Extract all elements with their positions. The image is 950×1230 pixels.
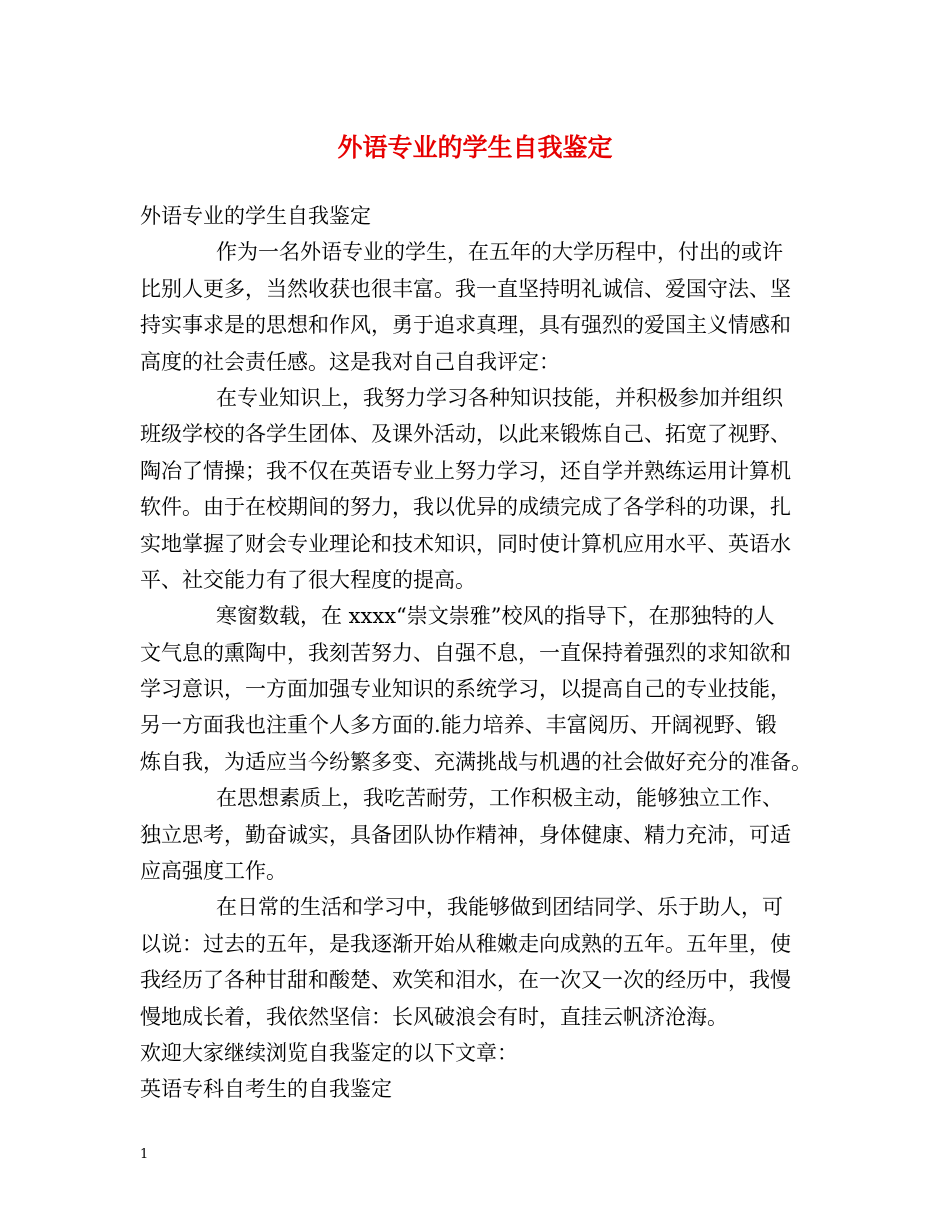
text-line: 独立思考，勤奋诚实，具备团队协作精神，身体健康、精力充沛，可适 <box>140 822 791 847</box>
text-line: 欢迎大家继续浏览自我鉴定的以下文章： <box>140 1040 518 1065</box>
page-number: 1 <box>140 1147 149 1162</box>
text-line: 在思想素质上，我吃苦耐劳，工作积极主动，能够独立工作、 <box>216 786 783 811</box>
text-line: 班级学校的各学生团体、及课外活动，以此来锻炼自己、拓宽了视野、 <box>140 422 791 447</box>
text-line: 学习意识，一方面加强专业知识的系统学习，以提高自己的专业技能， <box>140 677 791 702</box>
text-line: 另一方面我也注重个人多方面的.能力培养、丰富阅历、开阔视野、锻 <box>140 713 777 738</box>
text-line: 外语专业的学生自我鉴定 <box>140 204 371 228</box>
text-line: 文气息的熏陶中，我刻苦努力、自强不息，一直保持着强烈的求知欲和 <box>140 640 791 665</box>
text-line: 高度的社会责任感。这是我对自己自我评定： <box>140 349 560 374</box>
document-body <box>140 198 820 1108</box>
text-line: 实地掌握了财会专业理论和技术知识，同时使计算机应用水平、英语水 <box>140 531 791 556</box>
text-line: 持实事求是的思想和作风，勇于追求真理，具有强烈的爱国主义情感和 <box>140 313 791 338</box>
text-line: 以说：过去的五年，是我逐渐开始从稚嫩走向成熟的五年。五年里，使 <box>140 931 791 956</box>
text-line: 平、社交能力有了很大程度的提高。 <box>140 567 476 592</box>
text-line: 在专业知识上，我努力学习各种知识技能，并积极参加并组织 <box>216 385 783 410</box>
text-line: 寒窗数载，在 xxxx“崇文崇雅”校风的指导下，在那独特的人 <box>216 604 775 629</box>
text-line: 慢地成长着，我依然坚信：长风破浪会有时，直挂云帆济沧海。 <box>140 1004 728 1029</box>
document-title: 外语专业的学生自我鉴定 <box>337 133 613 162</box>
text-line: 作为一名外语专业的学生，在五年的大学历程中，付出的或许 <box>216 240 783 265</box>
text-line: 英语专科自考生的自我鉴定 <box>140 1077 392 1102</box>
text-line: 陶冶了情操；我不仅在英语专业上努力学习，还自学并熟练运用计算机 <box>140 458 791 483</box>
text-line: 软件。由于在校期间的努力，我以优异的成绩完成了各学科的功课，扎 <box>140 495 791 520</box>
text-line: 应高强度工作。 <box>140 859 287 884</box>
text-line: 炼自我，为适应当今纷繁多变、充满挑战与机遇的社会做好充分的准备。 <box>140 749 812 774</box>
text-line: 在日常的生活和学习中，我能够做到团结同学、乐于助人，可 <box>216 895 783 920</box>
text-line: 比别人更多，当然收获也很丰富。我一直坚持明礼诚信、爱国守法、坚 <box>140 276 791 301</box>
text-line: 我经历了各种甘甜和酸楚、欢笑和泪水，在一次又一次的经历中，我慢 <box>140 968 791 993</box>
